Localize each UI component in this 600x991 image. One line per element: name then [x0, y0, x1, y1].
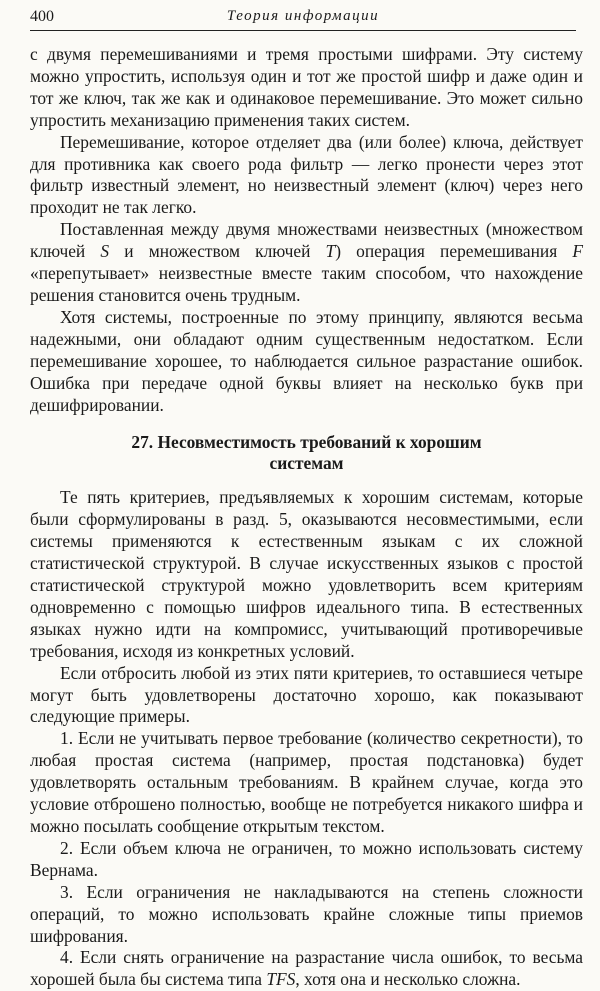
section-heading — [30, 432, 583, 474]
variable-tfs: TFS — [266, 969, 296, 990]
text-run: Поставленная между двумя множествами неизвестных (множеством ключей — [30, 219, 583, 262]
text-run: и множеством ключей — [109, 241, 326, 262]
paragraph: Хотя системы, построенные по этому принципу, являются весьма надежными, они обладают одним существенным недостатком. Если перемешивание хорошее, то наблюдается сильное разрастание ошибок. Ошибка при передаче одной буквы влияет на несколько букв при дешифрировании. — [30, 306, 583, 415]
page-number: 400 — [30, 8, 54, 25]
text-run: , хотя она и несколько сложна. — [295, 969, 521, 990]
paragraph: Перемешивание, которое отделяет два (или более) ключа, действует для противника как своего рода фильтр — легко пронести через этот фильтр известный элемент, но неизвестный элемент (ключ) через него проходит не так легко. — [30, 131, 583, 218]
paragraph — [30, 947, 583, 991]
paragraph: Если отбросить любой из этих пяти критериев, то оставшиеся четыре могут быть удовлетворены достаточно хорошо, как показывают следующие примеры. — [30, 662, 583, 727]
text-run: ) операция перемешивания — [335, 241, 573, 262]
page-header — [30, 6, 576, 31]
variable-f: F — [572, 241, 583, 262]
paragraph: 2. Если объем ключа не ограничен, то можно использовать систему Вернама. — [30, 837, 583, 880]
section-heading-line: 27. Несовместимость требований к хорошим — [131, 432, 482, 453]
paragraph: 1. Если не учитывать первое требование (количество секретности), то любая простая система (например, простая подстановка) будет удовлетворять остальным требованиям. В крайнем случае, когда это условие отброшено полностью, вообще не потребуется никакого шифра и можно посылать сообщение открытым текстом. — [30, 728, 583, 836]
section-heading-line: системам — [269, 453, 344, 474]
paragraph — [30, 219, 583, 307]
variable-s: S — [100, 241, 110, 262]
text-run: 4. Если снять ограничение на разрастание числа ошибок, то весьма хорошей была бы система типа — [30, 947, 583, 990]
page-body — [30, 44, 583, 991]
running-title: Теория информации — [226, 8, 380, 24]
paragraph: 3. Если ограничения не накладываются на степень сложности операций, то можно использовать крайне сложные типы приемов шифрования. — [30, 881, 583, 946]
text-run: «перепутывает» неизвестные вместе таким способом, что нахождение решения становится очень трудным. — [30, 263, 583, 305]
paragraph: с двумя перемешиваниями и тремя простыми шифрами. Эту систему можно упростить, используя один и тот же простой шифр и даже один и тот же ключ, так же как и одинаковое перемешивание. Это может сильно упростить механизацию применения таких систем. — [30, 44, 583, 130]
variable-t: T — [325, 241, 336, 262]
paragraph: Те пять критериев, предъявляемых к хорошим системам, которые были сформулированы в разд. 5, оказываются несовместимыми, если системы применяются к естественным языкам с их сложной статистической структурой. В случае искусственных языков с простой статистической структурой можно удовлетворить всем критериям одновременно с помощью шифров идеального типа. В естественных языках нужно идти на компромисс, учитывающий противоречивые требования, исходя из конкретных условий. — [30, 487, 583, 661]
